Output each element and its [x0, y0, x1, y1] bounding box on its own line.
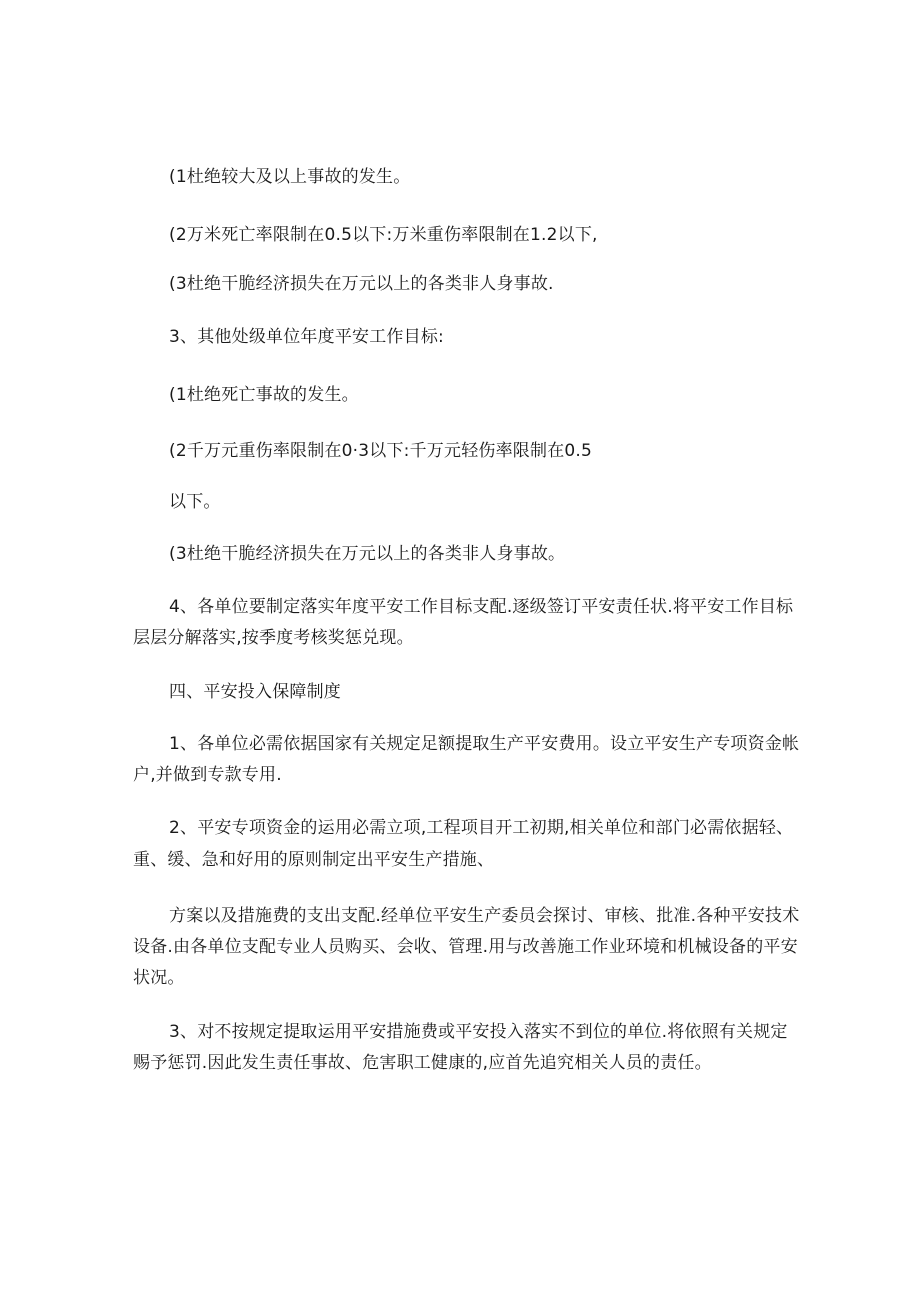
- text-line: 层层分解落实,按季度考核奖惩兑现。: [133, 628, 414, 648]
- text-line: 重、缓、急和好用的原则制定出平安生产措施、: [133, 850, 495, 870]
- text-line: 状况。: [133, 968, 185, 988]
- section-heading: 3、其他处级单位年度平安工作目标:: [169, 327, 444, 347]
- text-line: (3杜绝干脆经济损失在万元以上的各类非人身事故。: [169, 544, 566, 564]
- text-line: (2千万元重伤率限制在0·3以下:千万元轻伤率限制在0.5: [169, 441, 593, 461]
- text-line: 1、各单位必需依据国家有关规定足额提取生产平安费用。设立平安生产专项资金帐: [169, 734, 800, 754]
- text-line: 方案以及措施费的支出支配.经单位平安生产委员会探讨、审核、批准.各种平安技术: [169, 906, 800, 926]
- text-line: 赐予惩罚.因此发生责任事故、危害职工健康的,应首先追究相关人员的责任。: [133, 1053, 712, 1073]
- text-line: 2、平安专项资金的运用必需立项,工程项目开工初期,相关单位和部门必需依据轻、: [169, 818, 794, 838]
- text-line: (1杜绝较大及以上事故的发生。: [169, 167, 411, 187]
- text-line: 户,并做到专款专用.: [133, 765, 282, 785]
- text-line: (1杜绝死亡事故的发生。: [169, 385, 359, 405]
- text-line: 以下。: [169, 492, 221, 512]
- text-line: 4、各单位要制定落实年度平安工作目标支配.逐级签订平安责任状.将平安工作目标: [169, 597, 794, 617]
- text-line: 设备.由各单位支配专业人员购买、会收、管理.用与改善施工作业环境和机械设备的平安: [133, 937, 798, 957]
- text-line: (3杜绝干脆经济损失在万元以上的各类非人身事故.: [169, 274, 554, 294]
- text-line: 3、对不按规定提取运用平安措施费或平安投入落实不到位的单位.将依照有关规定: [169, 1022, 788, 1042]
- text-line: (2万米死亡率限制在0.5以下:万米重伤率限制在1.2以下,: [169, 225, 598, 245]
- section-heading: 四、平安投入保障制度: [169, 682, 341, 702]
